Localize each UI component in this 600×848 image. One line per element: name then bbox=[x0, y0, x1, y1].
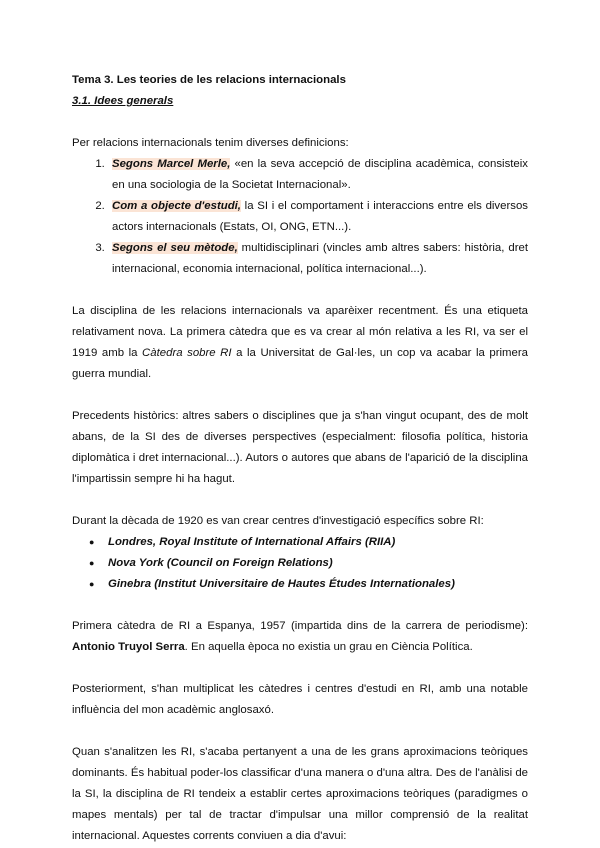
paragraph-text: Primera càtedra de RI a Espanya, 1957 (impartida dins de la carrera de periodisme): bbox=[72, 620, 528, 632]
definition-text: multidisciplinari (vincles amb altres sabers: història, dret internacional, economia internacional, política internacional...). bbox=[112, 242, 528, 275]
paragraph-centres-intro: Durant la dècada de 1920 es van crear centres d'investigació específics sobre RI: bbox=[72, 515, 484, 527]
paragraph-text: . En aquella època no existia un grau en Ciència Política. bbox=[184, 641, 473, 653]
definition-item bbox=[108, 196, 528, 238]
definition-item bbox=[108, 154, 528, 196]
definitions-list bbox=[72, 154, 528, 280]
paragraph-text: a la Universitat de Gal·les, un cop va acabar la primera guerra mundial. bbox=[72, 347, 528, 380]
definition-key: Segons el seu mètode, bbox=[112, 242, 238, 254]
paragraph-bold: Antonio Truyol Serra bbox=[72, 641, 185, 653]
centre-item: ● Londres, Royal Institute of International Affairs (RIIA) bbox=[108, 532, 528, 553]
paragraph-discipline bbox=[72, 301, 528, 385]
definition-key: Segons Marcel Merle, bbox=[112, 158, 231, 170]
section-subtitle: 3.1. Idees generals bbox=[72, 95, 174, 107]
paragraph-analysis: Quan s'analitzen les RI, s'acaba pertanyent a una de les grans aproximacions teòriques dominants. És habitual poder-los classificar d'una manera o d'una altra. Des de l'anàlisi de la SI, la disciplina de RI tendeix a establir certes aproximacions teòriques (paradigmes o mapes mentals) per tal de tractar d'impulsar una millor comprensió de la realitat internacional. Aquestes corrents conviuen a dia d'avui: bbox=[72, 746, 528, 842]
definition-item bbox=[108, 238, 528, 280]
centres-list bbox=[72, 532, 528, 595]
paragraph-precedents: Precedents històrics: altres sabers o disciplines que ja s'han vingut ocupant, des de molt abans, de la SI des de diverses perspectives (especialment: filosofia política, historia diplomàtica i dret internacional...). Autors o autores que abans de l'aparició de la disciplina l'impartissin sempre hi ha hagut. bbox=[72, 410, 528, 485]
centre-item: ● Nova York (Council on Foreign Relations) bbox=[108, 553, 528, 574]
paragraph-text: La disciplina de les relacions internacionals va aparèixer recentment. És una etiqueta relativament nova. La primera càtedra que es va crear al món relativa a les RI, va ser el 1919 amb la bbox=[72, 305, 528, 359]
document-body bbox=[72, 70, 528, 847]
definition-key: Com a objecte d'estudi, bbox=[112, 200, 241, 212]
paragraph-italic: Càtedra sobre RI bbox=[142, 347, 232, 359]
centre-item: ● Ginebra (Institut Universitaire de Hautes Études Internationales) bbox=[108, 574, 528, 595]
definition-text: «en la seva accepció de disciplina acadèmica, consisteix en una sociologia de la Societat Internacional». bbox=[112, 158, 528, 191]
definition-text: la SI i el comportament i interaccions entre els diversos actors internacionals (Estats, OI, ONG, ETN...). bbox=[112, 200, 528, 233]
paragraph-spain bbox=[72, 616, 528, 658]
definitions-intro: Per relacions internacionals tenim diverses definicions: bbox=[72, 137, 349, 149]
section-title: Tema 3. Les teories de les relacions internacionals bbox=[72, 74, 346, 86]
paragraph-later: Posteriorment, s'han multiplicat les càtedres i centres d'estudi en RI, amb una notable influència del mon acadèmic anglosaxó. bbox=[72, 683, 528, 716]
